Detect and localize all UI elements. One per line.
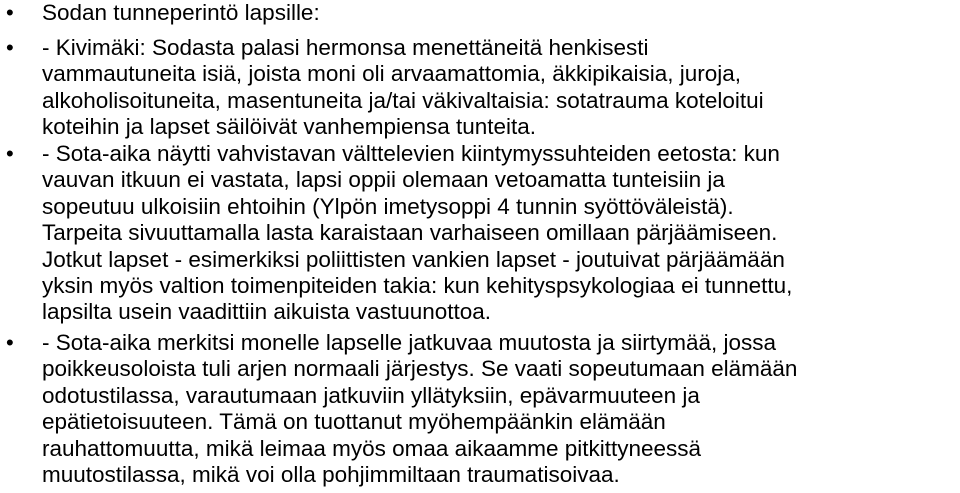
text-line: - Kivimäki: Sodasta palasi hermonsa menettäneitä henkisesti xyxy=(42,35,649,60)
text-line: vammautuneita isiä, joista moni oli arvaamattomia, äkkipikaisia, juroja, xyxy=(42,61,742,87)
bullet-text xyxy=(42,0,954,26)
text-line: odotustilassa, varautumaan jatkuviin yllätyksiin, epävarmuuteen ja xyxy=(42,382,700,408)
text-line: vauvan itkuun ei vastata, lapsi oppii olemaan vetoamatta tunteisiin ja xyxy=(42,167,725,193)
text-line: - Sota-aika näytti vahvistavan välttelevien kiintymyssuhteiden eetosta: kun xyxy=(42,141,780,166)
bullet-dot-icon: • xyxy=(6,141,14,166)
text-line: Sodan tunneperintö lapsille: xyxy=(42,0,320,25)
bullet-text xyxy=(42,330,954,488)
text-line: Jotkut lapset - esimerkiksi poliittisten vankien lapset - joutuivat pärjäämään xyxy=(42,246,785,272)
text-line: Tarpeita sivuuttamalla lasta karaistaan varhaiseen omillaan pärjäämiseen. xyxy=(42,220,778,246)
text-line: lapsilta usein vaadittiin aikuista vastuunottoa. xyxy=(42,299,492,325)
text-line: koteihin ja lapset säilöivät vanhempiensa tunteita. xyxy=(42,114,537,140)
text-line: sopeutuu ulkoisiin ehtoihin (Ylpön imetysoppi 4 tunnin syöttöväleistä). xyxy=(42,193,734,219)
bullet-text xyxy=(42,141,954,326)
text-line: alkoholisoituneita, masentuneita ja/tai väkivaltaisia: sotatrauma koteloitui xyxy=(42,87,764,113)
bullet-text xyxy=(42,35,954,141)
bullet-dot-icon: • xyxy=(6,0,14,25)
bullet-dot-icon: • xyxy=(6,35,14,60)
text-line: muutostilassa, mikä voi olla pohjimmiltaan traumatisoivaa. xyxy=(42,462,620,488)
text-line: poikkeusoloista tuli arjen normaali järjestys. Se vaati sopeutumaan elämään xyxy=(42,356,798,382)
text-line: rauhattomuutta, mikä leimaa myös omaa aikaamme pitkittyneessä xyxy=(42,435,702,461)
text-line: epätietoisuuteen. Tämä on tuottanut myöhempäänkin elämään xyxy=(42,409,666,435)
text-line: yksin myös valtion toimenpiteiden takia: kun kehityspsykologiaa ei tunnettu, xyxy=(42,273,793,299)
bullet-dot-icon: • xyxy=(6,330,14,355)
text-line: - Sota-aika merkitsi monelle lapselle jatkuvaa muutosta ja siirtymää, jossa xyxy=(42,330,777,355)
